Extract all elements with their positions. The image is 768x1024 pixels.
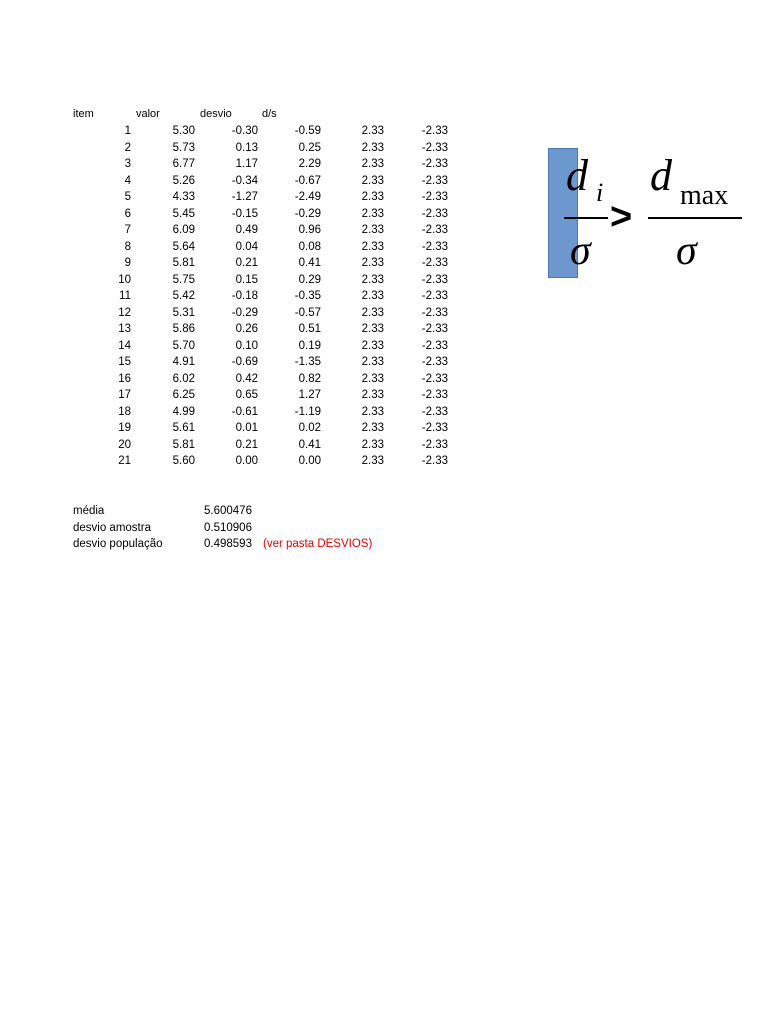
- header-ds: d/s: [262, 108, 277, 120]
- cell-desvio: 0.13: [235, 141, 258, 154]
- cell-ds: 1.27: [298, 389, 321, 401]
- cell-valor: 6.02: [172, 372, 195, 385]
- cell-valor: 5.75: [172, 273, 195, 286]
- data-table: [73, 123, 448, 470]
- cell-neg: -2.33: [421, 339, 448, 352]
- table-row: [73, 239, 448, 256]
- cell-neg: -2.33: [421, 422, 448, 434]
- cell-neg: -2.33: [421, 273, 448, 286]
- cell-pos: 2.33: [361, 240, 384, 253]
- header-desvio: desvio: [200, 108, 232, 120]
- cell-ds: 0.25: [298, 141, 321, 154]
- cell-ds: -1.35: [294, 356, 321, 368]
- formula-lhs-fraction-line: [564, 217, 608, 219]
- cell-ds: -0.59: [294, 125, 321, 137]
- cell-item: 16: [118, 372, 131, 385]
- cell-ds: 0.19: [298, 339, 321, 352]
- cell-pos: 2.33: [361, 191, 384, 203]
- formula-lhs-numerator: d: [566, 151, 588, 200]
- cell-desvio: 0.65: [235, 389, 258, 401]
- cell-item: 15: [118, 356, 131, 368]
- formula-greater-than: >: [610, 196, 633, 238]
- table-row: [73, 272, 448, 289]
- cell-pos: 2.33: [361, 339, 384, 352]
- cell-pos: 2.33: [361, 455, 384, 467]
- cell-ds: 0.41: [298, 257, 321, 269]
- cell-neg: -2.33: [421, 323, 448, 335]
- header-valor: valor: [136, 108, 160, 120]
- cell-desvio: 0.21: [235, 438, 258, 451]
- cell-item: 10: [118, 273, 131, 286]
- cell-desvio: 0.01: [235, 422, 258, 434]
- cell-item: 20: [118, 438, 131, 451]
- desvio-populacao-label: desvio população: [73, 538, 163, 550]
- cell-desvio: -0.18: [231, 290, 258, 302]
- cell-item: 14: [118, 339, 131, 352]
- cell-pos: 2.33: [361, 207, 384, 220]
- table-row: [73, 387, 448, 404]
- cell-desvio: 0.42: [235, 372, 258, 385]
- formula-rhs-denominator: σ: [676, 228, 697, 274]
- cell-neg: -2.33: [421, 438, 448, 451]
- cell-item: 9: [124, 257, 131, 269]
- table-row: [73, 321, 448, 338]
- cell-item: 12: [118, 306, 131, 319]
- cell-desvio: -0.30: [231, 125, 258, 137]
- cell-ds: 0.82: [298, 372, 321, 385]
- cell-desvio: -0.69: [231, 356, 258, 368]
- cell-valor: 5.26: [172, 174, 195, 187]
- cell-neg: -2.33: [421, 174, 448, 187]
- cell-ds: -0.35: [294, 290, 321, 302]
- formula-rhs-subscript: max: [680, 180, 729, 211]
- cell-pos: 2.33: [361, 224, 384, 236]
- cell-neg: -2.33: [421, 389, 448, 401]
- table-row: [73, 156, 448, 173]
- cell-neg: -2.33: [421, 306, 448, 319]
- cell-item: 7: [124, 224, 131, 236]
- cell-item: 3: [124, 158, 131, 170]
- formula-lhs-denominator: σ: [570, 228, 591, 274]
- cell-item: 21: [118, 455, 131, 467]
- cell-pos: 2.33: [361, 372, 384, 385]
- cell-item: 19: [118, 422, 131, 434]
- cell-item: 6: [124, 207, 131, 220]
- cell-valor: 5.42: [172, 290, 195, 302]
- cell-pos: 2.33: [361, 438, 384, 451]
- cell-pos: 2.33: [361, 356, 384, 368]
- table-row: [73, 354, 448, 371]
- cell-pos: 2.33: [361, 273, 384, 286]
- cell-neg: -2.33: [421, 207, 448, 220]
- cell-pos: 2.33: [361, 141, 384, 154]
- cell-neg: -2.33: [421, 372, 448, 385]
- cell-ds: -1.19: [294, 405, 321, 418]
- cell-item: 5: [124, 191, 131, 203]
- cell-valor: 4.33: [172, 191, 195, 203]
- cell-ds: 0.41: [298, 438, 321, 451]
- table-row: [73, 288, 448, 305]
- cell-valor: 6.09: [172, 224, 195, 236]
- table-row: [73, 206, 448, 223]
- table-row: [73, 437, 448, 454]
- cell-neg: -2.33: [421, 240, 448, 253]
- cell-pos: 2.33: [361, 389, 384, 401]
- table-row: [73, 404, 448, 421]
- cell-pos: 2.33: [361, 306, 384, 319]
- cell-pos: 2.33: [361, 422, 384, 434]
- cell-ds: -2.49: [294, 191, 321, 203]
- table-row: [73, 255, 448, 272]
- cell-desvio: 0.15: [235, 273, 258, 286]
- cell-pos: 2.33: [361, 257, 384, 269]
- cell-desvio: -0.15: [231, 207, 258, 220]
- cell-ds: 2.29: [298, 158, 321, 170]
- cell-item: 18: [118, 405, 131, 418]
- cell-pos: 2.33: [361, 323, 384, 335]
- cell-ds: -0.57: [294, 306, 321, 319]
- table-row: [73, 338, 448, 355]
- table-row: [73, 123, 448, 140]
- cell-valor: 4.91: [172, 356, 195, 368]
- cell-valor: 5.45: [172, 207, 195, 220]
- criterion-formula: [548, 148, 748, 278]
- cell-neg: -2.33: [421, 257, 448, 269]
- cell-desvio: 1.17: [235, 158, 258, 170]
- cell-ds: -0.67: [294, 174, 321, 187]
- table-row: [73, 173, 448, 190]
- cell-neg: -2.33: [421, 158, 448, 170]
- cell-valor: 6.25: [172, 389, 195, 401]
- table-row: [73, 189, 448, 206]
- media-value: 5.600476: [204, 505, 252, 517]
- cell-valor: 6.77: [172, 158, 195, 170]
- cell-ds: 0.96: [298, 224, 321, 236]
- cell-neg: -2.33: [421, 125, 448, 137]
- media-label: média: [73, 505, 105, 517]
- cell-pos: 2.33: [361, 174, 384, 187]
- cell-valor: 4.99: [172, 405, 195, 418]
- cell-valor: 5.86: [172, 323, 195, 335]
- ver-pasta-note: (ver pasta DESVIOS): [263, 538, 373, 550]
- formula-rhs-fraction-line: [648, 217, 742, 219]
- cell-item: 2: [124, 141, 131, 154]
- cell-pos: 2.33: [361, 125, 384, 137]
- table-row: [73, 371, 448, 388]
- table-row: [73, 222, 448, 239]
- cell-valor: 5.70: [172, 339, 195, 352]
- cell-desvio: 0.04: [235, 240, 258, 253]
- cell-desvio: 0.21: [235, 257, 258, 269]
- cell-pos: 2.33: [361, 405, 384, 418]
- cell-desvio: 0.00: [235, 455, 258, 467]
- cell-ds: 0.02: [298, 422, 321, 434]
- cell-valor: 5.64: [172, 240, 195, 253]
- cell-item: 1: [124, 125, 131, 137]
- cell-desvio: -0.29: [231, 306, 258, 319]
- cell-ds: -0.29: [294, 207, 321, 220]
- table-row: [73, 140, 448, 157]
- table-row: [73, 305, 448, 322]
- cell-desvio: -0.34: [231, 174, 258, 187]
- cell-pos: 2.33: [361, 290, 384, 302]
- cell-ds: 0.51: [298, 323, 321, 335]
- cell-desvio: 0.10: [235, 339, 258, 352]
- cell-neg: -2.33: [421, 405, 448, 418]
- desvio-amostra-value: 0.510906: [204, 521, 252, 534]
- header-item: item: [73, 108, 94, 120]
- cell-valor: 5.81: [172, 438, 195, 451]
- cell-neg: -2.33: [421, 224, 448, 236]
- cell-ds: 0.08: [298, 240, 321, 253]
- cell-desvio: -1.27: [231, 191, 258, 203]
- desvio-amostra-label: desvio amostra: [73, 521, 151, 534]
- cell-valor: 5.81: [172, 257, 195, 269]
- cell-item: 8: [124, 240, 131, 253]
- cell-valor: 5.30: [172, 125, 195, 137]
- cell-neg: -2.33: [421, 290, 448, 302]
- cell-item: 11: [119, 290, 131, 302]
- cell-valor: 5.61: [172, 422, 195, 434]
- cell-item: 13: [118, 323, 131, 335]
- cell-desvio: -0.61: [231, 405, 258, 418]
- cell-desvio: 0.49: [235, 224, 258, 236]
- cell-neg: -2.33: [421, 356, 448, 368]
- cell-pos: 2.33: [361, 158, 384, 170]
- formula-rhs-numerator: d: [650, 151, 672, 200]
- cell-ds: 0.00: [298, 455, 321, 467]
- cell-neg: -2.33: [421, 191, 448, 203]
- table-row: [73, 453, 448, 470]
- formula-lhs-subscript: i: [596, 178, 604, 207]
- cell-neg: -2.33: [421, 141, 448, 154]
- table-row: [73, 420, 448, 437]
- desvio-populacao-value: 0.498593: [204, 538, 252, 550]
- cell-desvio: 0.26: [235, 323, 258, 335]
- cell-valor: 5.31: [172, 306, 195, 319]
- cell-ds: 0.29: [298, 273, 321, 286]
- cell-item: 4: [124, 174, 131, 187]
- cell-neg: -2.33: [421, 455, 448, 467]
- cell-valor: 5.73: [172, 141, 195, 154]
- cell-valor: 5.60: [172, 455, 195, 467]
- cell-item: 17: [118, 389, 131, 401]
